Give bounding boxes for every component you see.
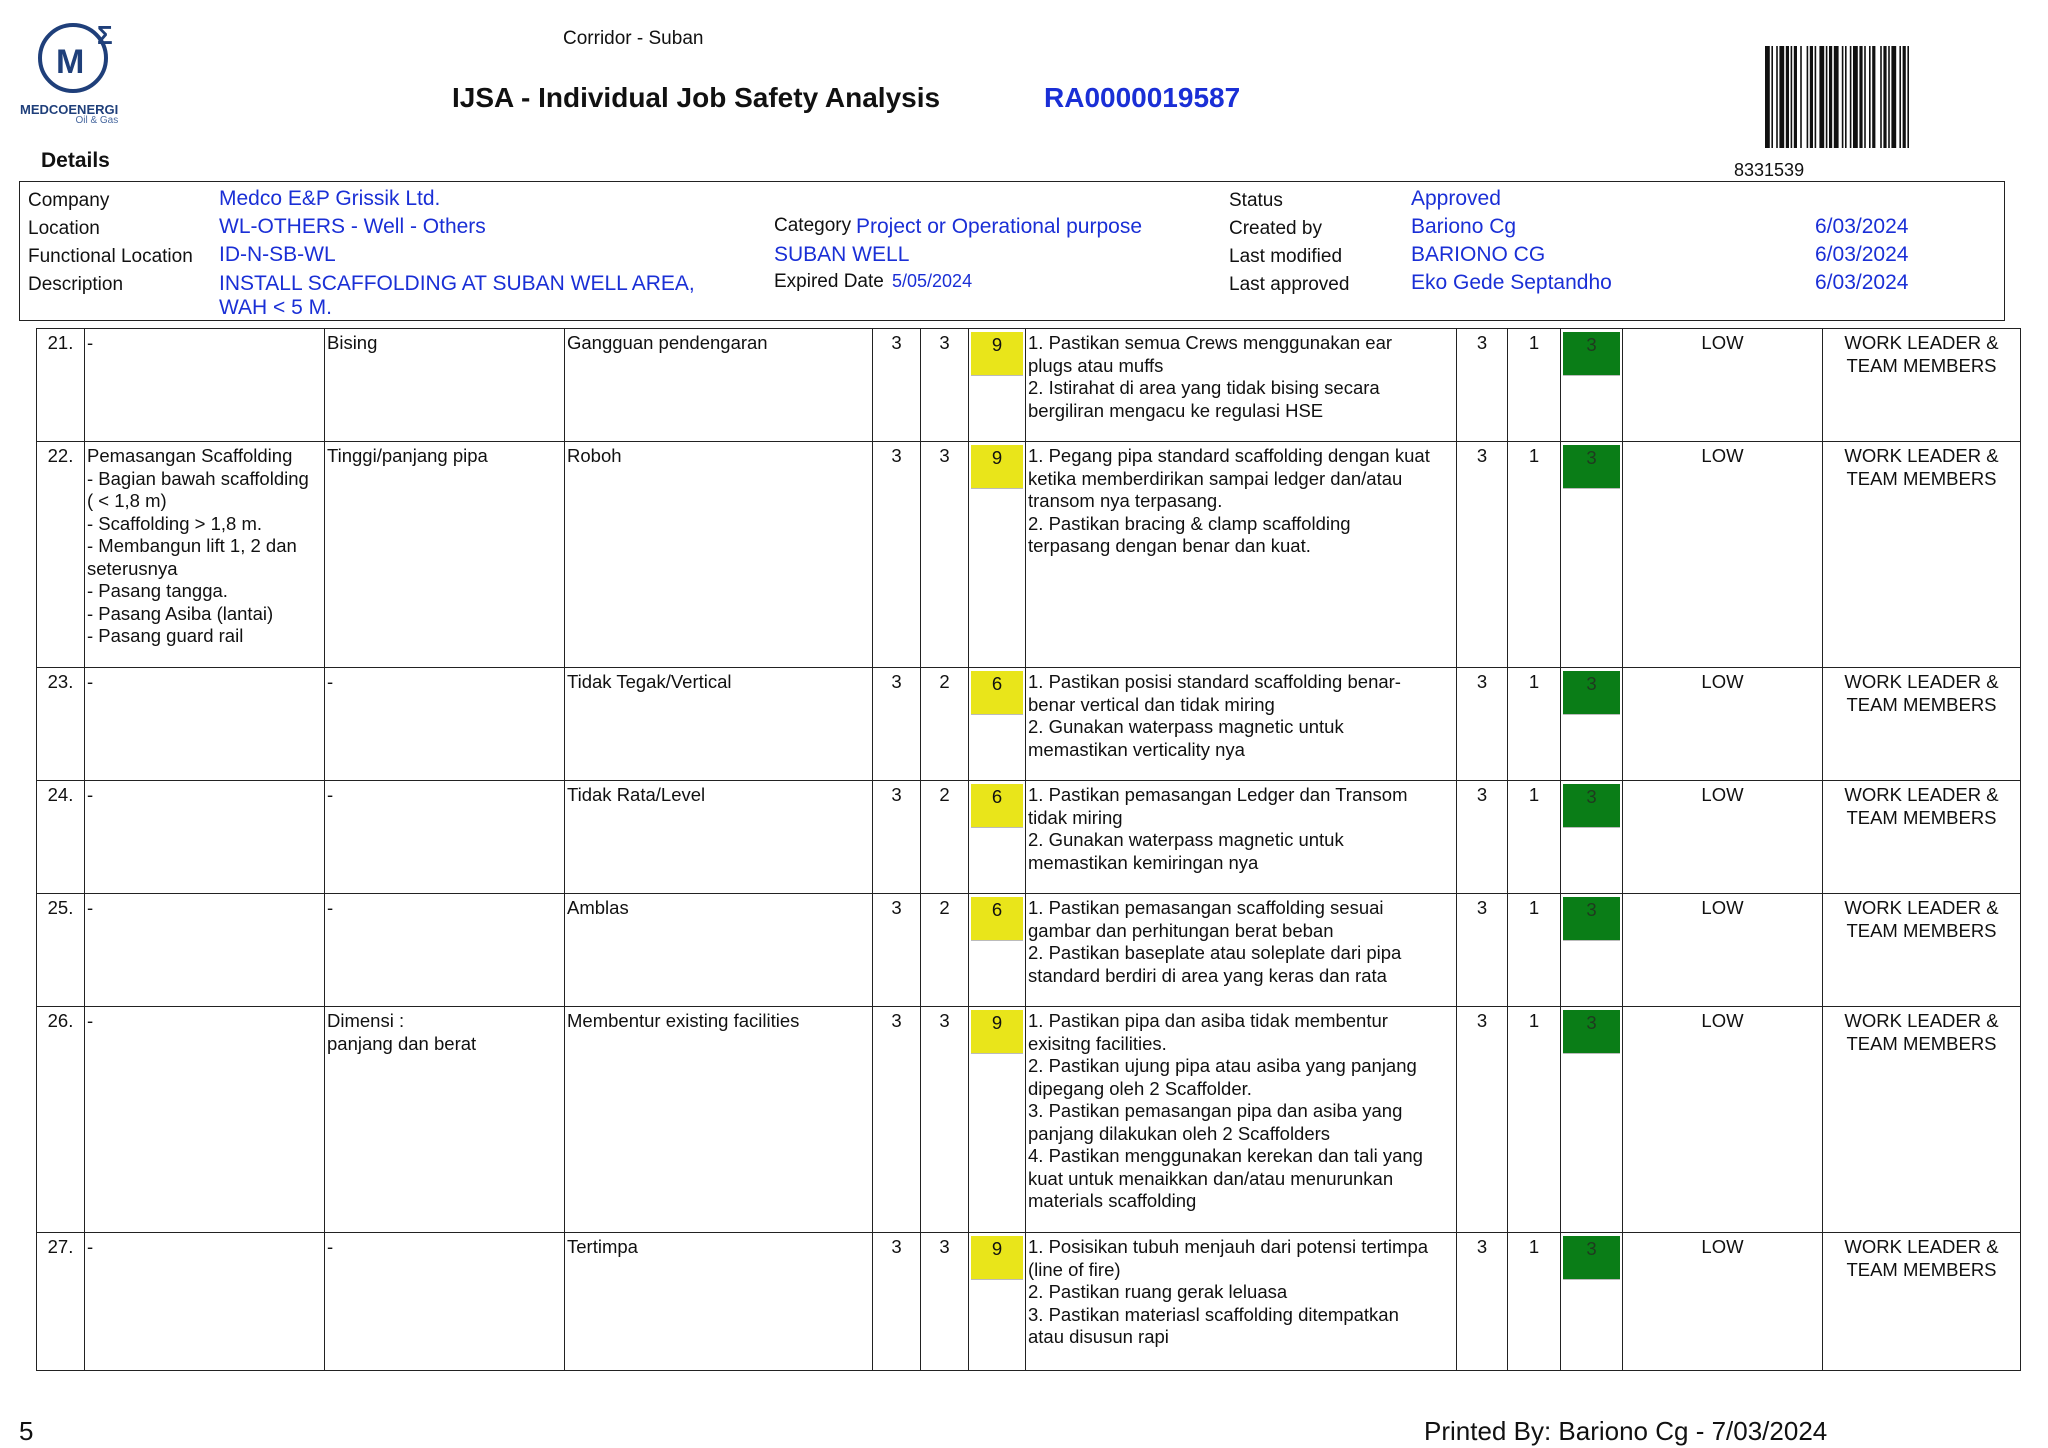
last-approved-by-value: Eko Gede Septandho [1411,271,1612,294]
residual-risk-score: 3 [1561,894,1623,1007]
initial-severity: 2 [921,781,969,894]
hazard: - [325,894,565,1007]
control-measures: 1. Pastikan posisi standard scaffolding benar- benar vertical dan tidak miring 2. Gunakan waterpass magnetic untuk memastikan verticality nya [1026,668,1457,781]
residual-likelihood: 3 [1457,1233,1508,1371]
category-value: Project or Operational purpose [856,215,1142,238]
logo-wordmark [20,102,118,126]
company-value: Medco E&P Grissik Ltd. [219,187,441,210]
residual-risk-score: 3 [1561,668,1623,781]
responsible-person: WORK LEADER & TEAM MEMBERS [1823,781,2021,894]
initial-likelihood: 3 [873,1233,921,1371]
responsible-person: WORK LEADER & TEAM MEMBERS [1823,894,2021,1007]
residual-severity: 1 [1508,894,1561,1007]
residual-likelihood: 3 [1457,781,1508,894]
barcode-number: 8331539 [1734,160,1805,180]
residual-likelihood: 3 [1457,329,1508,442]
initial-likelihood: 3 [873,442,921,668]
consequence: Amblas [565,894,873,1007]
expired-date-label: Expired Date [774,271,884,292]
consequence: Tidak Tegak/Vertical [565,668,873,781]
residual-likelihood: 3 [1457,668,1508,781]
initial-risk-score: 9 [969,329,1026,442]
initial-likelihood: 3 [873,329,921,442]
expired-date-value: 5/05/2024 [892,271,973,291]
initial-severity: 2 [921,668,969,781]
job-step: - [85,1007,325,1233]
table-row [37,781,2021,894]
svg-text:Σ: Σ [97,20,113,50]
residual-severity: 1 [1508,442,1561,668]
logo-name: MEDCOENERGI [20,102,119,117]
initial-likelihood: 3 [873,781,921,894]
printed-by: Printed By: Bariono Cg - 7/03/2024 [1424,1416,1828,1446]
initial-risk-score: 6 [969,894,1026,1007]
residual-risk-score: 3 [1561,1007,1623,1233]
control-measures: 1. Pastikan semua Crews menggunakan ear plugs atau muffs 2. Istirahat di area yang tidak bising secara bergiliran mengacu ke regulasi HSE [1026,329,1457,442]
job-step: - [85,329,325,442]
control-measures: 1. Pegang pipa standard scaffolding dengan kuat ketika memberdirikan sampai ledger dan/atau transom nya terpasang. 2. Pastikan bracing & clamp scaffolding terpasang dengan benar dan kuat. [1026,442,1457,668]
row-number: 25. [37,894,85,1007]
risk-level: LOW [1623,1233,1823,1371]
responsible-person: WORK LEADER & TEAM MEMBERS [1823,1233,2021,1371]
location-value: WL-OTHERS - Well - Others [219,215,486,238]
initial-risk-score: 9 [969,1233,1026,1371]
residual-severity: 1 [1508,668,1561,781]
residual-severity: 1 [1508,1007,1561,1233]
last-modified-by-value: BARIONO CG [1411,243,1546,266]
responsible-person: WORK LEADER & TEAM MEMBERS [1823,442,2021,668]
svg-text:M: M [56,43,85,81]
risk-level: LOW [1623,1007,1823,1233]
table-row [37,442,2021,668]
responsible-person: WORK LEADER & TEAM MEMBERS [1823,1007,2021,1233]
responsible-person: WORK LEADER & TEAM MEMBERS [1823,668,2021,781]
control-measures: 1. Posisikan tubuh menjauh dari potensi tertimpa (line of fire) 2. Pastikan ruang gerak leluasa 3. Pastikan materiasl scaffolding ditempatkan atau disusun rapi [1026,1233,1457,1371]
description-label: Description [28,274,124,295]
functional-location-label: Functional Location [28,246,193,267]
last-modified-date-value: 6/03/2024 [1815,243,1909,266]
logo-sub: Oil & Gas [75,115,119,126]
residual-likelihood: 3 [1457,1007,1508,1233]
initial-severity: 2 [921,894,969,1007]
job-step: Pemasangan Scaffolding - Bagian bawah scaffolding ( < 1,8 m) - Scaffolding > 1,8 m. - Membangun lift 1, 2 dan seterusnya - Pasang tangga. - Pasang Asiba (lantai) - Pasang guard rail [85,442,325,668]
hazard: Tinggi/panjang pipa [325,442,565,668]
job-step: - [85,894,325,1007]
row-number: 27. [37,1233,85,1371]
row-number: 22. [37,442,85,668]
initial-likelihood: 3 [873,894,921,1007]
created-by-label: Created by [1229,218,1322,239]
row-number: 21. [37,329,85,442]
job-step: - [85,781,325,894]
table-row [37,1007,2021,1233]
hazard: Bising [325,329,565,442]
initial-likelihood: 3 [873,1007,921,1233]
residual-likelihood: 3 [1457,442,1508,668]
company-label: Company [28,190,110,211]
created-by-value: Bariono Cg [1411,215,1517,238]
description-value-line1: INSTALL SCAFFOLDING AT SUBAN WELL AREA, [219,272,695,295]
table-row [37,329,2021,442]
category-label: Category [774,215,852,236]
consequence: Gangguan pendengaran [565,329,873,442]
category-sub-value: SUBAN WELL [774,243,910,266]
description-value-line2: WAH < 5 M. [219,296,332,319]
page-number: 5 [19,1416,34,1446]
risk-level: LOW [1623,329,1823,442]
initial-risk-score: 6 [969,668,1026,781]
last-modified-label: Last modified [1229,246,1343,267]
responsible-person: WORK LEADER & TEAM MEMBERS [1823,329,2021,442]
residual-likelihood: 3 [1457,894,1508,1007]
hazard: - [325,1233,565,1371]
job-step: - [85,668,325,781]
hazard: - [325,668,565,781]
risk-level: LOW [1623,894,1823,1007]
initial-likelihood: 3 [873,668,921,781]
status-label: Status [1229,190,1283,211]
consequence: Membentur existing facilities [565,1007,873,1233]
hazard: Dimensi : panjang dan berat [325,1007,565,1233]
residual-risk-score: 3 [1561,1233,1623,1371]
last-approved-label: Last approved [1229,274,1350,295]
document-title: IJSA - Individual Job Safety Analysis [452,82,941,113]
details-panel [19,181,2005,321]
residual-risk-score: 3 [1561,329,1623,442]
initial-severity: 3 [921,1233,969,1371]
initial-severity: 3 [921,442,969,668]
initial-risk-score: 6 [969,781,1026,894]
last-approved-date-value: 6/03/2024 [1815,271,1909,294]
initial-risk-score: 9 [969,1007,1026,1233]
status-value: Approved [1411,187,1501,210]
risk-level: LOW [1623,781,1823,894]
created-date-value: 6/03/2024 [1815,215,1909,238]
barcode-icon [1765,46,1955,148]
initial-severity: 3 [921,1007,969,1233]
initial-risk-score: 9 [969,442,1026,668]
residual-severity: 1 [1508,781,1561,894]
corridor-label: Corridor - Suban [563,28,704,49]
residual-severity: 1 [1508,329,1561,442]
row-number: 24. [37,781,85,894]
consequence: Tidak Rata/Level [565,781,873,894]
residual-severity: 1 [1508,1233,1561,1371]
consequence: Tertimpa [565,1233,873,1371]
document-number: RA0000019587 [1044,82,1241,113]
residual-risk-score: 3 [1561,442,1623,668]
job-step: - [85,1233,325,1371]
risk-level: LOW [1623,442,1823,668]
consequence: Roboh [565,442,873,668]
initial-severity: 3 [921,329,969,442]
hazard: - [325,781,565,894]
row-number: 26. [37,1007,85,1233]
risk-assessment-table [36,328,2021,1371]
table-row [37,1233,2021,1371]
risk-level: LOW [1623,668,1823,781]
row-number: 23. [37,668,85,781]
control-measures: 1. Pastikan pemasangan scaffolding sesuai gambar dan perhitungan berat beban 2. Pastikan baseplate atau soleplate dari pipa standard berdiri di area yang keras dan rata [1026,894,1457,1007]
details-heading: Details [41,149,110,172]
table-row [37,894,2021,1007]
table-row [37,668,2021,781]
functional-location-value: ID-N-SB-WL [219,243,336,266]
residual-risk-score: 3 [1561,781,1623,894]
control-measures: 1. Pastikan pipa dan asiba tidak membentur exisitng facilities. 2. Pastikan ujung pipa atau asiba yang panjang dipegang oleh 2 Scaffolder. 3. Pastikan pemasangan pipa dan asiba yang panjang dilakukan oleh 2 Scaffolders 4. Pastikan menggunakan kerekan dan tali yang kuat untuk menaikkan dan/atau menurunkan materials scaffolding [1026,1007,1457,1233]
location-label: Location [28,218,100,239]
control-measures: 1. Pastikan pemasangan Ledger dan Transom tidak miring 2. Gunakan waterpass magnetic untuk memastikan kemiringan nya [1026,781,1457,894]
